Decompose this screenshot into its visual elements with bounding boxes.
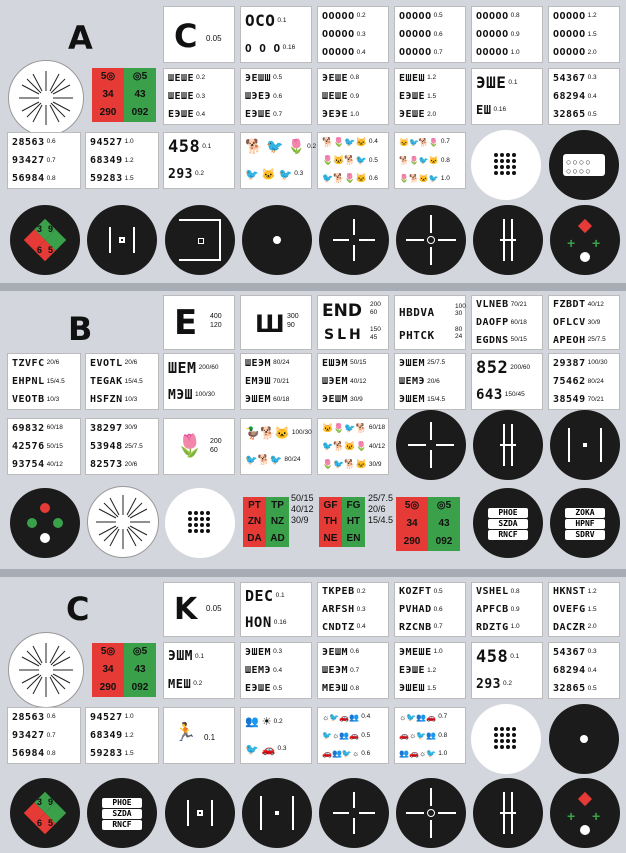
section-letter-a: A: [68, 19, 93, 57]
astigmatism-dial[interactable]: [8, 632, 84, 708]
dot-grid-target[interactable]: [471, 130, 541, 200]
stereo-target[interactable]: ○○○○ ○○○○: [549, 130, 619, 200]
chart-card[interactable]: ЭМЕШЕ 1.0 ЕЭШЕ 1.2 ЭШЕШ 1.5: [394, 642, 466, 699]
separator: [0, 283, 626, 291]
chart-card[interactable]: ЭШЕМ 0.3 ШЕМЭ 0.4 ЕЭШЕ 0.5: [240, 642, 312, 699]
chart-card[interactable]: 54367 0.3 68294 0.4 32865 0.5: [548, 68, 620, 125]
chart-card[interactable]: E 400 120: [163, 295, 235, 350]
chart-card[interactable]: ЭЕШМ 0.6 ШЕЭМ 0.7 МЕЭШ 0.8: [317, 642, 389, 699]
chart-card[interactable]: ЭШЕ 0.1 ЕШ 0.16: [471, 68, 543, 125]
chart-card[interactable]: ШЕЭМ 80/24 ЕМЭШ 70/21 ЭШЕМ 60/18: [240, 353, 312, 410]
section-letter-c: C: [66, 590, 90, 628]
chart-card[interactable]: OCO 0.1 O O O 0.16: [240, 6, 312, 63]
cross-target[interactable]: [396, 205, 466, 275]
separator: [0, 569, 626, 577]
chart-card[interactable]: ЕШЭМ 50/15 ШЭЕМ 40/12 ЭЕШМ 30/9: [317, 353, 389, 410]
chart-card[interactable]: 🐱🐦🐕🌷 0.7 🐕🌷🐦🐱 0.8 🌷🐕🐱🐦 1.0: [394, 132, 466, 189]
acuity-values: 25/7.5 20/6 15/4.5: [368, 493, 394, 525]
chart-card[interactable]: OOOOO 0.8 OOOOO 0.9 OOOOO 1.0: [471, 6, 543, 63]
red-green-chart[interactable]: 5◎ ◎5 34 43 290 092: [92, 643, 156, 697]
chart-card[interactable]: 👥 ☀ 0.2 🐦 🚗 0.3: [240, 707, 312, 764]
chart-card[interactable]: 38297 30/9 53948 25/7.5 82573 20/6: [85, 418, 159, 475]
chart-card[interactable]: OOOOO 0.2 OOOOO 0.3 OOOOO 0.4: [317, 6, 389, 63]
chart-card[interactable]: TZVFC 20/6 EHPNL 15/4.5 VEOTB 10/3: [7, 353, 81, 410]
chart-card[interactable]: ЭЕШШ 0.5 ШЭЕЭ 0.6 ЕЭШЕ 0.7: [240, 68, 312, 125]
red-green-chart[interactable]: 5◎ ◎5 34 43 290 092: [396, 497, 460, 551]
chart-card[interactable]: 🏃 0.1: [163, 707, 235, 764]
chart-card[interactable]: 54367 0.3 68294 0.4 32865 0.5: [548, 642, 620, 699]
fixation-target[interactable]: [87, 205, 157, 275]
acuity-values: 50/15 40/12 30/9: [291, 493, 314, 525]
worth-four-dot[interactable]: + +: [550, 778, 620, 848]
word-target[interactable]: PHOE SZDA RNCF: [87, 778, 157, 848]
chart-card[interactable]: 458 0.1 293 0.2: [163, 132, 235, 189]
chart-card[interactable]: [163, 6, 235, 63]
chart-card[interactable]: K 0.05: [163, 582, 235, 637]
dot-grid-target[interactable]: [165, 488, 235, 558]
chart-card[interactable]: HBDVA 100 30 PHTCK 80 24: [394, 295, 466, 350]
chart-card[interactable]: TKPEB 0.2 ARFSH 0.3 CNDTZ 0.4: [317, 582, 389, 637]
fixation-target[interactable]: [550, 410, 620, 480]
chart-card[interactable]: ЭЕШЕ 0.8 ШЕШЕ 0.9 ЭЕЭЕ 1.0: [317, 68, 389, 125]
chart-card[interactable]: ☼🐦👥🚗 0.7 🚗☼🐦👥 0.8 👥🚗☼🐦 1.0: [394, 707, 466, 764]
worth-four-dot[interactable]: + +: [550, 205, 620, 275]
red-green-chart[interactable]: PT TP ZN NZ DA AD: [243, 497, 289, 547]
chart-card[interactable]: VLNEB 70/21 DAOFP 60/18 EGDNS 50/15: [471, 295, 543, 350]
chart-card[interactable]: 🌷 200 60: [163, 418, 235, 475]
cross-target[interactable]: [319, 778, 389, 848]
chart-card[interactable]: 94527 1.0 68349 1.2 59283 1.5: [85, 707, 159, 764]
parallel-lines-target[interactable]: [473, 778, 543, 848]
cross-target[interactable]: [319, 205, 389, 275]
chart-card[interactable]: 458 0.1 293 0.2: [471, 642, 543, 699]
chart-card[interactable]: 🐕 🐦 🌷 0.2 🐦 🐱 🐦 0.3: [240, 132, 312, 189]
chart-card[interactable]: 🐕🌷🐦🐱 0.4 🌷🐱🐕🐦 0.5 🐦🐕🌷🐱 0.6: [317, 132, 389, 189]
worth-four-dot[interactable]: [10, 488, 80, 558]
chart-card[interactable]: 🦆🐕🐱 100/30 🐦🐕🐦 80/24: [240, 418, 312, 475]
runner-icon: 🏃: [174, 722, 197, 742]
fixation-target[interactable]: [242, 778, 312, 848]
chart-card[interactable]: Ш 300 90: [240, 295, 312, 350]
chart-card[interactable]: HKNST 1.2 OVEFG 1.5 DACZR 2.0: [548, 582, 620, 637]
chart-card[interactable]: OOOOO 1.2 OOOOO 1.5 OOOOO 2.0: [548, 6, 620, 63]
astigmatism-dial[interactable]: [8, 60, 84, 136]
parallel-lines-target[interactable]: [473, 205, 543, 275]
astigmatism-dial-icon: [9, 633, 83, 707]
word-target[interactable]: ZOKA HPNF SDRV: [550, 488, 620, 558]
word-target[interactable]: PHOE SZDA RNCF: [473, 488, 543, 558]
chart-card[interactable]: 852 200/60 643 150/45: [471, 353, 543, 410]
chart-card[interactable]: FZBDT 40/12 OFLCV 30/9 APEOH 25/7.5: [548, 295, 620, 350]
chart-card[interactable]: OOOOO 0.5 OOOOO 0.6 OOOOO 0.7: [394, 6, 466, 63]
fixation-target[interactable]: [549, 704, 619, 774]
chart-card[interactable]: ЕШЕШ 1.2 ЕЭШЕ 1.5 ЭЕШЕ 2.0: [394, 68, 466, 125]
red-green-chart[interactable]: 5◎ ◎5 34 43 290 092: [92, 68, 156, 122]
parallel-lines-target[interactable]: [473, 410, 543, 480]
chart-card[interactable]: KOZFT 0.5 PVHAD 0.6 RZCNB 0.7: [394, 582, 466, 637]
fixation-target[interactable]: [165, 778, 235, 848]
chart-card[interactable]: 69832 60/18 42576 50/15 93754 40/12: [7, 418, 81, 475]
astigmatism-dial-icon: [88, 487, 158, 557]
fixation-target[interactable]: [165, 205, 235, 275]
astigmatism-dial-icon: [9, 61, 83, 135]
tulip-icon: 🌷: [176, 433, 204, 458]
chart-card[interactable]: ШЕШЕ 0.2 ШЕШЕ 0.3 ЕЭШЕ 0.4: [163, 68, 235, 125]
chart-card[interactable]: 29387 100/30 75462 80/24 38549 70/21: [548, 353, 620, 410]
chart-card[interactable]: ЭШМ 0.1 МЕШ 0.2: [163, 642, 235, 699]
dot-grid-target[interactable]: [471, 704, 541, 774]
chart-card[interactable]: END 200 60 SLH 150 45: [317, 295, 389, 350]
acuity-value: 0.05: [206, 34, 222, 43]
cross-target[interactable]: [396, 778, 466, 848]
chart-card[interactable]: 🐱🌷🐦🐕 60/18 🐦🐕🐱🌷 40/12 🌷🐦🐕🐱 30/9: [317, 418, 389, 475]
chart-card[interactable]: 94527 1.0 68349 1.2 59283 1.5: [85, 132, 159, 189]
chart-card[interactable]: ЭШЕМ 25/7.5 ШЕМЭ 20/6 ЭШЕМ 15/4.5: [394, 353, 466, 410]
chart-card[interactable]: EVOTL 20/6 TEGAK 15/4.5 HSFZN 10/3: [85, 353, 159, 410]
section-letter-b: B: [68, 310, 93, 348]
color-diamond-target[interactable]: 3 9 6 5: [10, 205, 80, 275]
fixation-target[interactable]: [242, 205, 312, 275]
chart-card[interactable]: VSHEL 0.8 APFCB 0.9 RDZTG 1.0: [471, 582, 543, 637]
cross-target[interactable]: [396, 410, 466, 480]
red-green-chart[interactable]: GF FG TH HT NE EN: [319, 497, 365, 547]
chart-card[interactable]: ☼🐦🚗👥 0.4 🐦☼👥🚗 0.5 🚗👥🐦☼ 0.6: [317, 707, 389, 764]
astigmatism-dial[interactable]: [87, 486, 159, 558]
color-diamond-target[interactable]: 3 9 6 5: [10, 778, 80, 848]
chart-card[interactable]: DEC 0.1 HON 0.16: [240, 582, 312, 637]
chart-card[interactable]: 28563 0.6 93427 0.7 56984 0.8: [7, 132, 81, 189]
chart-card[interactable]: 28563 0.6 93427 0.7 56984 0.8: [7, 707, 81, 764]
landolt-c: C: [174, 17, 198, 55]
chart-card[interactable]: ШЕМ 200/60 МЭШ 100/30: [163, 353, 235, 410]
